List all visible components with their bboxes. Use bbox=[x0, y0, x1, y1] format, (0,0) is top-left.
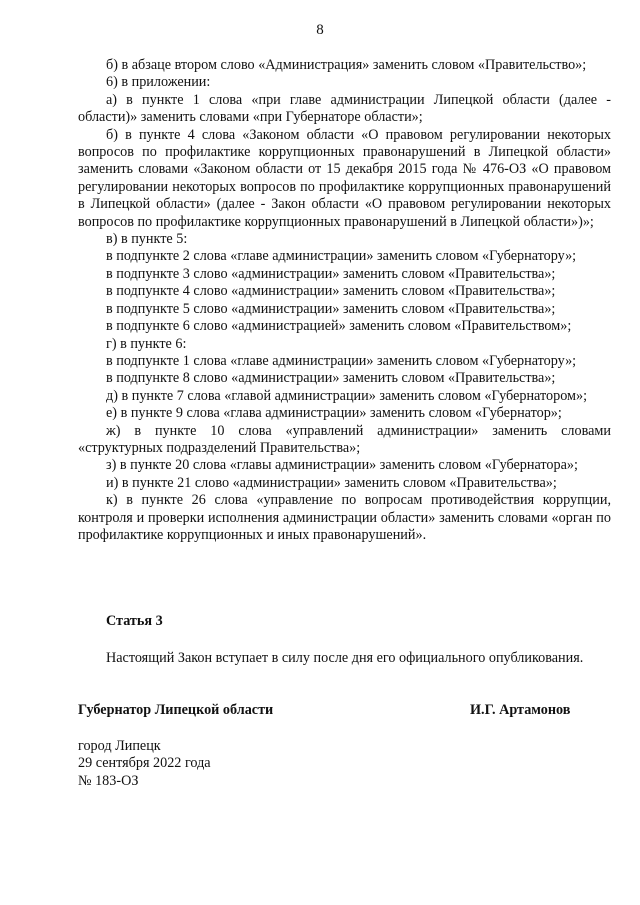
signature-title: Губернатор Липецкой области bbox=[78, 702, 274, 718]
signature-name: И.Г. Артамонов bbox=[470, 702, 571, 718]
paragraph: ж) в пункте 10 слова «управлений администрации» заменить словами «структурных подразделений Правительства»; bbox=[78, 422, 611, 456]
page-number: 8 bbox=[316, 22, 324, 38]
paragraph: г) в пункте 6: bbox=[106, 335, 187, 352]
paragraph: в подпункте 3 слово «администрации» заменить словом «Правительства»; bbox=[106, 265, 556, 282]
footer-law-number: № 183-ОЗ bbox=[78, 772, 139, 789]
paragraph: в подпункте 8 слово «администрации» заменить словом «Правительства»; bbox=[106, 370, 556, 387]
footer-city: город Липецк bbox=[78, 738, 161, 754]
paragraph: б) в пункте 4 слова «Законом области «О правовом регулировании некоторых вопросов по профилактике коррупционных правонарушений в Липецкой области» заменить словами «Законом области от 15 декабря 2015 года № 476-ОЗ «О правовом регулировании некоторых вопросов по профилактике коррупционных правонарушений в Липецкой области» (далее - Закон области «О правовом регулировании некоторых вопросов по профилактике коррупционных правонарушений в Липецкой области»)»; bbox=[78, 126, 611, 230]
article-text: Настоящий Закон вступает в силу после дня его официального опубликования. bbox=[106, 650, 584, 666]
amendments-text bbox=[78, 57, 611, 544]
paragraph: и) в пункте 21 слово «администрации» заменить словом «Правительства»; bbox=[106, 474, 557, 491]
article-heading: Статья 3 bbox=[106, 613, 163, 629]
paragraph: в подпункте 1 слова «главе администрации» заменить словом «Губернатору»; bbox=[106, 352, 577, 369]
footer-date: 29 сентября 2022 года bbox=[78, 755, 211, 772]
paragraph: в) в пункте 5: bbox=[106, 231, 188, 248]
paragraph: в подпункте 2 слова «главе администрации» заменить словом «Губернатору»; bbox=[106, 248, 577, 265]
document-footer bbox=[78, 738, 211, 790]
paragraph: в подпункте 5 слово «администрации» заменить словом «Правительства»; bbox=[106, 300, 556, 317]
paragraph: к) в пункте 26 слова «управление по вопросам противодействия коррупции, контроля и проверки исполнения администрации области» заменить словами «орган по профилактике коррупционных и иных правонарушений». bbox=[78, 492, 611, 543]
paragraph: з) в пункте 20 слова «главы администрации» заменить словом «Губернатора»; bbox=[106, 457, 578, 474]
paragraph: в подпункте 4 слово «администрации» заменить словом «Правительства»; bbox=[106, 283, 556, 300]
paragraph: 6) в приложении: bbox=[106, 74, 211, 91]
paragraph: б) в абзаце втором слово «Администрация» заменить словом «Правительство»; bbox=[106, 57, 587, 73]
paragraph: е) в пункте 9 слова «глава администрации» заменить словом «Губернатор»; bbox=[106, 405, 562, 422]
paragraph: в подпункте 6 слово «администрацией» заменить словом «Правительством»; bbox=[106, 318, 572, 335]
paragraph: а) в пункте 1 слова «при главе администрации Липецкой области (далее - области)» заменить словами «при Губернаторе области»; bbox=[78, 91, 611, 126]
paragraph: д) в пункте 7 слова «главой администрации» заменить словом «Губернатором»; bbox=[106, 387, 588, 404]
